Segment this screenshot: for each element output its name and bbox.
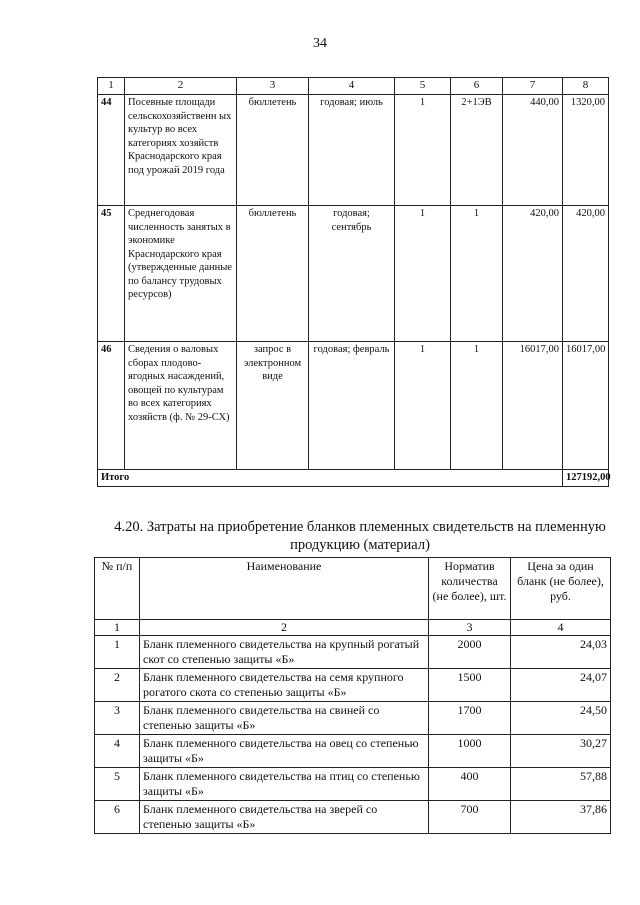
total-value: 127192,00 bbox=[563, 470, 609, 487]
column-number: 3 bbox=[237, 78, 309, 95]
column-number: 4 bbox=[511, 620, 611, 636]
column-number: 3 bbox=[429, 620, 511, 636]
column-number: 6 bbox=[451, 78, 503, 95]
table-header-row bbox=[95, 558, 611, 620]
row-name: Бланк племенного свидетельства на семя крупного рогатого скота со степенью защиты «Б» bbox=[140, 669, 429, 702]
column-number: 8 bbox=[563, 78, 609, 95]
row-form: запрос в электронном виде bbox=[237, 342, 309, 470]
row-number: 46 bbox=[98, 342, 125, 470]
header-number: № п/п bbox=[95, 558, 140, 620]
row-period: годовая; сентябрь bbox=[309, 206, 395, 342]
column-number: 5 bbox=[395, 78, 451, 95]
row-number: 5 bbox=[95, 768, 140, 801]
table-header-row bbox=[98, 78, 609, 95]
row-name: Посевные площади сельскохозяйственн ых культур во всех категориях хозяйств Краснодарского края под урожай 2019 года bbox=[125, 95, 237, 206]
row-quantity: 2000 bbox=[429, 636, 511, 669]
row-quantity: 700 bbox=[429, 801, 511, 834]
header-norm: Норматив количества (не более), шт. bbox=[429, 558, 511, 620]
table-row bbox=[98, 342, 609, 470]
page-number: 34 bbox=[313, 36, 327, 51]
row-sum: 1320,00 bbox=[563, 95, 609, 206]
column-number: 2 bbox=[125, 78, 237, 95]
row-name: Бланк племенного свидетельства на крупный рогатый скот со степенью защиты «Б» bbox=[140, 636, 429, 669]
row-quantity: 1500 bbox=[429, 669, 511, 702]
row-price: 24,03 bbox=[511, 636, 611, 669]
row-quantity: 1 bbox=[395, 342, 451, 470]
row-number: 44 bbox=[98, 95, 125, 206]
row-price: 57,88 bbox=[511, 768, 611, 801]
row-form: бюллетень bbox=[237, 206, 309, 342]
section-title: 4.20. Затраты на приобретение бланков племенных свидетельств на племенную продукцию (материал) bbox=[114, 519, 606, 553]
row-number: 1 bbox=[95, 636, 140, 669]
table-subheader-row bbox=[95, 620, 611, 636]
column-number: 1 bbox=[95, 620, 140, 636]
row-name: Бланк племенного свидетельства на зверей со степенью защиты «Б» bbox=[140, 801, 429, 834]
table-row bbox=[95, 801, 611, 834]
row-name: Среднегодовая численность занятых в экономике Краснодарского края (утвержденные данные по балансу трудовых ресурсов) bbox=[125, 206, 237, 342]
row-name: Бланк племенного свидетельства на птиц со степенью защиты «Б» bbox=[140, 768, 429, 801]
row-number: 4 bbox=[95, 735, 140, 768]
table-row bbox=[95, 735, 611, 768]
row-price: 24,50 bbox=[511, 702, 611, 735]
column-number: 1 bbox=[98, 78, 125, 95]
row-number: 3 bbox=[95, 702, 140, 735]
row-name: Бланк племенного свидетельства на свиней со степенью защиты «Б» bbox=[140, 702, 429, 735]
row-number: 45 bbox=[98, 206, 125, 342]
header-name: Наименование bbox=[140, 558, 429, 620]
column-number: 7 bbox=[503, 78, 563, 95]
table-row bbox=[98, 206, 609, 342]
costs-table-continued bbox=[97, 77, 609, 487]
row-quantity: 1700 bbox=[429, 702, 511, 735]
table-row bbox=[95, 768, 611, 801]
table-row bbox=[98, 95, 609, 206]
row-price: 440,00 bbox=[503, 95, 563, 206]
breeding-certificates-table bbox=[94, 557, 611, 834]
table-row bbox=[95, 702, 611, 735]
header-price: Цена за один бланк (не более), руб. bbox=[511, 558, 611, 620]
row-number: 2 bbox=[95, 669, 140, 702]
row-quantity: 1 bbox=[395, 95, 451, 206]
row-sum: 16017,00 bbox=[563, 342, 609, 470]
row-sum: 420,00 bbox=[563, 206, 609, 342]
total-row bbox=[98, 470, 609, 487]
row-quantity: 1 bbox=[395, 206, 451, 342]
table-row bbox=[95, 669, 611, 702]
table-row bbox=[95, 636, 611, 669]
total-label: Итого bbox=[98, 470, 563, 487]
row-name: Бланк племенного свидетельства на овец со степенью защиты «Б» bbox=[140, 735, 429, 768]
row-quantity: 400 bbox=[429, 768, 511, 801]
row-price: 420,00 bbox=[503, 206, 563, 342]
row-period: годовая; июль bbox=[309, 95, 395, 206]
column-number: 4 bbox=[309, 78, 395, 95]
row-number: 6 bbox=[95, 801, 140, 834]
row-count: 1 bbox=[451, 206, 503, 342]
row-quantity: 1000 bbox=[429, 735, 511, 768]
row-price: 24,07 bbox=[511, 669, 611, 702]
row-name: Сведения о валовых сборах плодово-ягодных насаждений, овощей по культурам во всех категориях хозяйств (ф. № 29-СХ) bbox=[125, 342, 237, 470]
row-form: бюллетень bbox=[237, 95, 309, 206]
row-price: 30,27 bbox=[511, 735, 611, 768]
row-count: 1 bbox=[451, 342, 503, 470]
row-period: годовая; февраль bbox=[309, 342, 395, 470]
column-number: 2 bbox=[140, 620, 429, 636]
row-count: 2+1ЭВ bbox=[451, 95, 503, 206]
row-price: 16017,00 bbox=[503, 342, 563, 470]
row-price: 37,86 bbox=[511, 801, 611, 834]
